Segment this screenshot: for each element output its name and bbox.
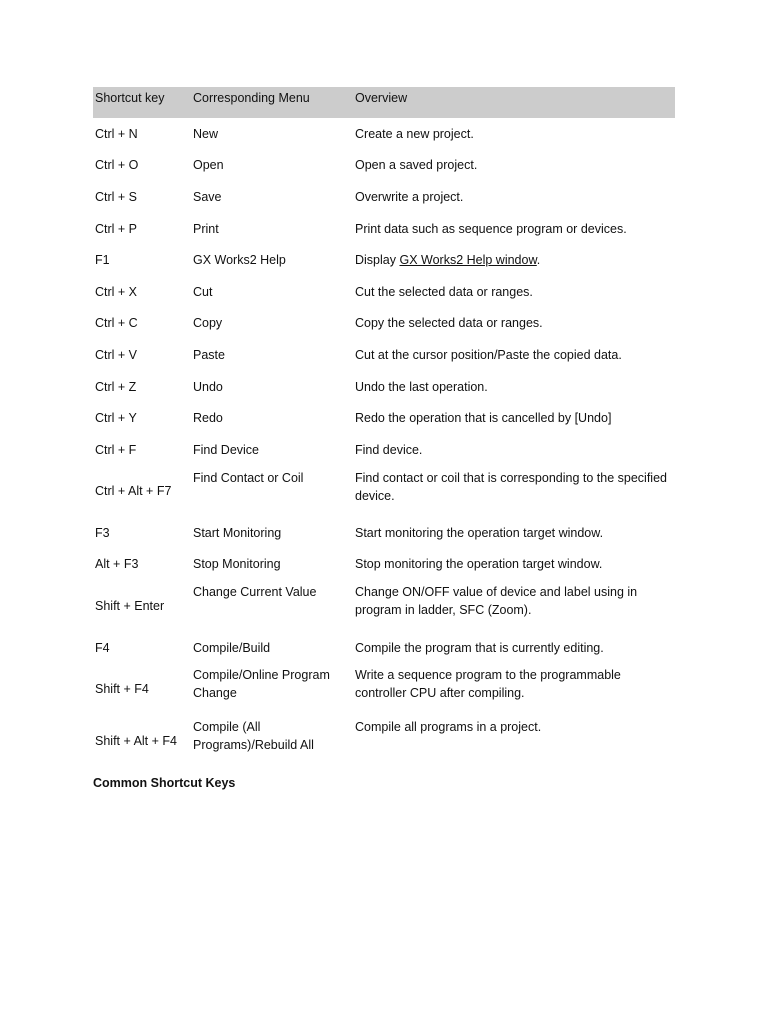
table-row xyxy=(93,632,675,664)
cell-overview: Undo the last operation. xyxy=(355,379,488,394)
cell-menu: Compile/Build xyxy=(193,640,271,655)
cell-shortcut-key: Shift + Enter xyxy=(95,598,165,613)
table-row xyxy=(93,276,675,308)
cell-shortcut-key: Ctrl + Z xyxy=(95,379,137,394)
cell-menu: Undo xyxy=(193,379,223,394)
cell-overview: Open a saved project. xyxy=(355,158,478,173)
cell-shortcut-key: Ctrl + X xyxy=(95,284,138,299)
cell-menu: Find Device xyxy=(193,442,259,457)
table-caption: Common Shortcut Keys xyxy=(93,776,236,791)
shortcut-table xyxy=(93,87,675,766)
cell-shortcut-key: Alt + F3 xyxy=(95,557,139,572)
cell-shortcut-key: Ctrl + N xyxy=(95,126,138,141)
cell-shortcut-key: Ctrl + Y xyxy=(95,411,137,426)
cell-overview: Find device. xyxy=(355,442,423,457)
cell-menu: Paste xyxy=(193,347,225,362)
cell-shortcut-key: F4 xyxy=(95,640,110,655)
cell-menu: Start Monitoring xyxy=(193,525,282,540)
cell-overview xyxy=(353,244,675,276)
table-row xyxy=(93,663,675,715)
table-row xyxy=(93,402,675,434)
document-page xyxy=(93,87,675,790)
gx-works2-help-window-link[interactable]: GX Works2 Help window xyxy=(399,253,537,268)
cell-menu: Stop Monitoring xyxy=(193,557,281,572)
cell-shortcut-key: Ctrl + V xyxy=(95,347,138,362)
table-row xyxy=(93,549,675,581)
cell-shortcut-key: Ctrl + S xyxy=(95,189,138,204)
table-row xyxy=(93,308,675,340)
cell-overview: Cut at the cursor position/Paste the copied data. xyxy=(355,347,622,362)
cell-menu: GX Works2 Help xyxy=(193,253,286,268)
overview-suffix: . xyxy=(536,253,541,268)
table-row xyxy=(93,715,675,767)
cell-overview: Print data such as sequence program or devices. xyxy=(355,221,627,236)
cell-overview: Find contact or coil that is corresponding to the specified device. xyxy=(355,470,667,503)
header-overview: Overview xyxy=(355,91,408,105)
table-row xyxy=(93,339,675,371)
cell-shortcut-key: F3 xyxy=(95,525,110,540)
cell-shortcut-key: Ctrl + Alt + F7 xyxy=(95,484,172,499)
table-row xyxy=(93,244,675,276)
cell-shortcut-key: Shift + F4 xyxy=(95,682,149,697)
table-header-row xyxy=(93,87,675,118)
cell-overview: Overwrite a project. xyxy=(355,189,464,204)
cell-overview: Change ON/OFF value of device and label using in program in ladder, SFC (Zoom). xyxy=(355,585,638,618)
overview-prefix: Display xyxy=(355,253,400,268)
cell-overview: Start monitoring the operation target window. xyxy=(355,525,604,540)
cell-overview: Compile all programs in a project. xyxy=(355,719,542,734)
cell-shortcut-key: Ctrl + F xyxy=(95,442,137,457)
cell-menu: Redo xyxy=(193,411,223,426)
cell-menu: Open xyxy=(193,158,224,173)
cell-menu: Compile/Online Program Change xyxy=(193,668,330,701)
header-shortcut-key: Shortcut key xyxy=(95,91,165,105)
cell-overview: Cut the selected data or ranges. xyxy=(355,284,533,299)
table-row xyxy=(93,118,675,150)
cell-shortcut-key: Shift + Alt + F4 xyxy=(95,733,177,748)
cell-menu: Cut xyxy=(193,284,213,299)
cell-shortcut-key: Ctrl + O xyxy=(95,158,139,173)
header-corresponding-menu: Corresponding Menu xyxy=(193,91,310,105)
cell-shortcut-key: F1 xyxy=(95,253,110,268)
cell-menu: New xyxy=(193,126,219,141)
table-row xyxy=(93,181,675,213)
table-row xyxy=(93,434,675,466)
table-row xyxy=(93,580,675,632)
cell-overview: Compile the program that is currently editing. xyxy=(355,640,604,655)
table-row xyxy=(93,213,675,245)
cell-menu: Print xyxy=(193,221,219,236)
cell-menu: Compile (All Programs)/Rebuild All xyxy=(193,719,314,752)
table-row xyxy=(93,517,675,549)
table-row xyxy=(93,371,675,403)
cell-overview: Copy the selected data or ranges. xyxy=(355,316,543,331)
cell-overview: Redo the operation that is cancelled by [Undo] xyxy=(355,411,612,426)
cell-menu: Save xyxy=(193,189,222,204)
table-row xyxy=(93,466,675,518)
cell-overview: Stop monitoring the operation target window. xyxy=(355,557,603,572)
cell-menu: Copy xyxy=(193,316,223,331)
cell-shortcut-key: Ctrl + C xyxy=(95,316,138,331)
cell-overview: Create a new project. xyxy=(355,126,474,141)
cell-menu: Change Current Value xyxy=(193,585,317,600)
cell-menu: Find Contact or Coil xyxy=(193,470,304,485)
cell-overview: Write a sequence program to the programmable controller CPU after compiling. xyxy=(355,668,621,701)
cell-shortcut-key: Ctrl + P xyxy=(95,221,138,236)
table-row xyxy=(93,150,675,182)
